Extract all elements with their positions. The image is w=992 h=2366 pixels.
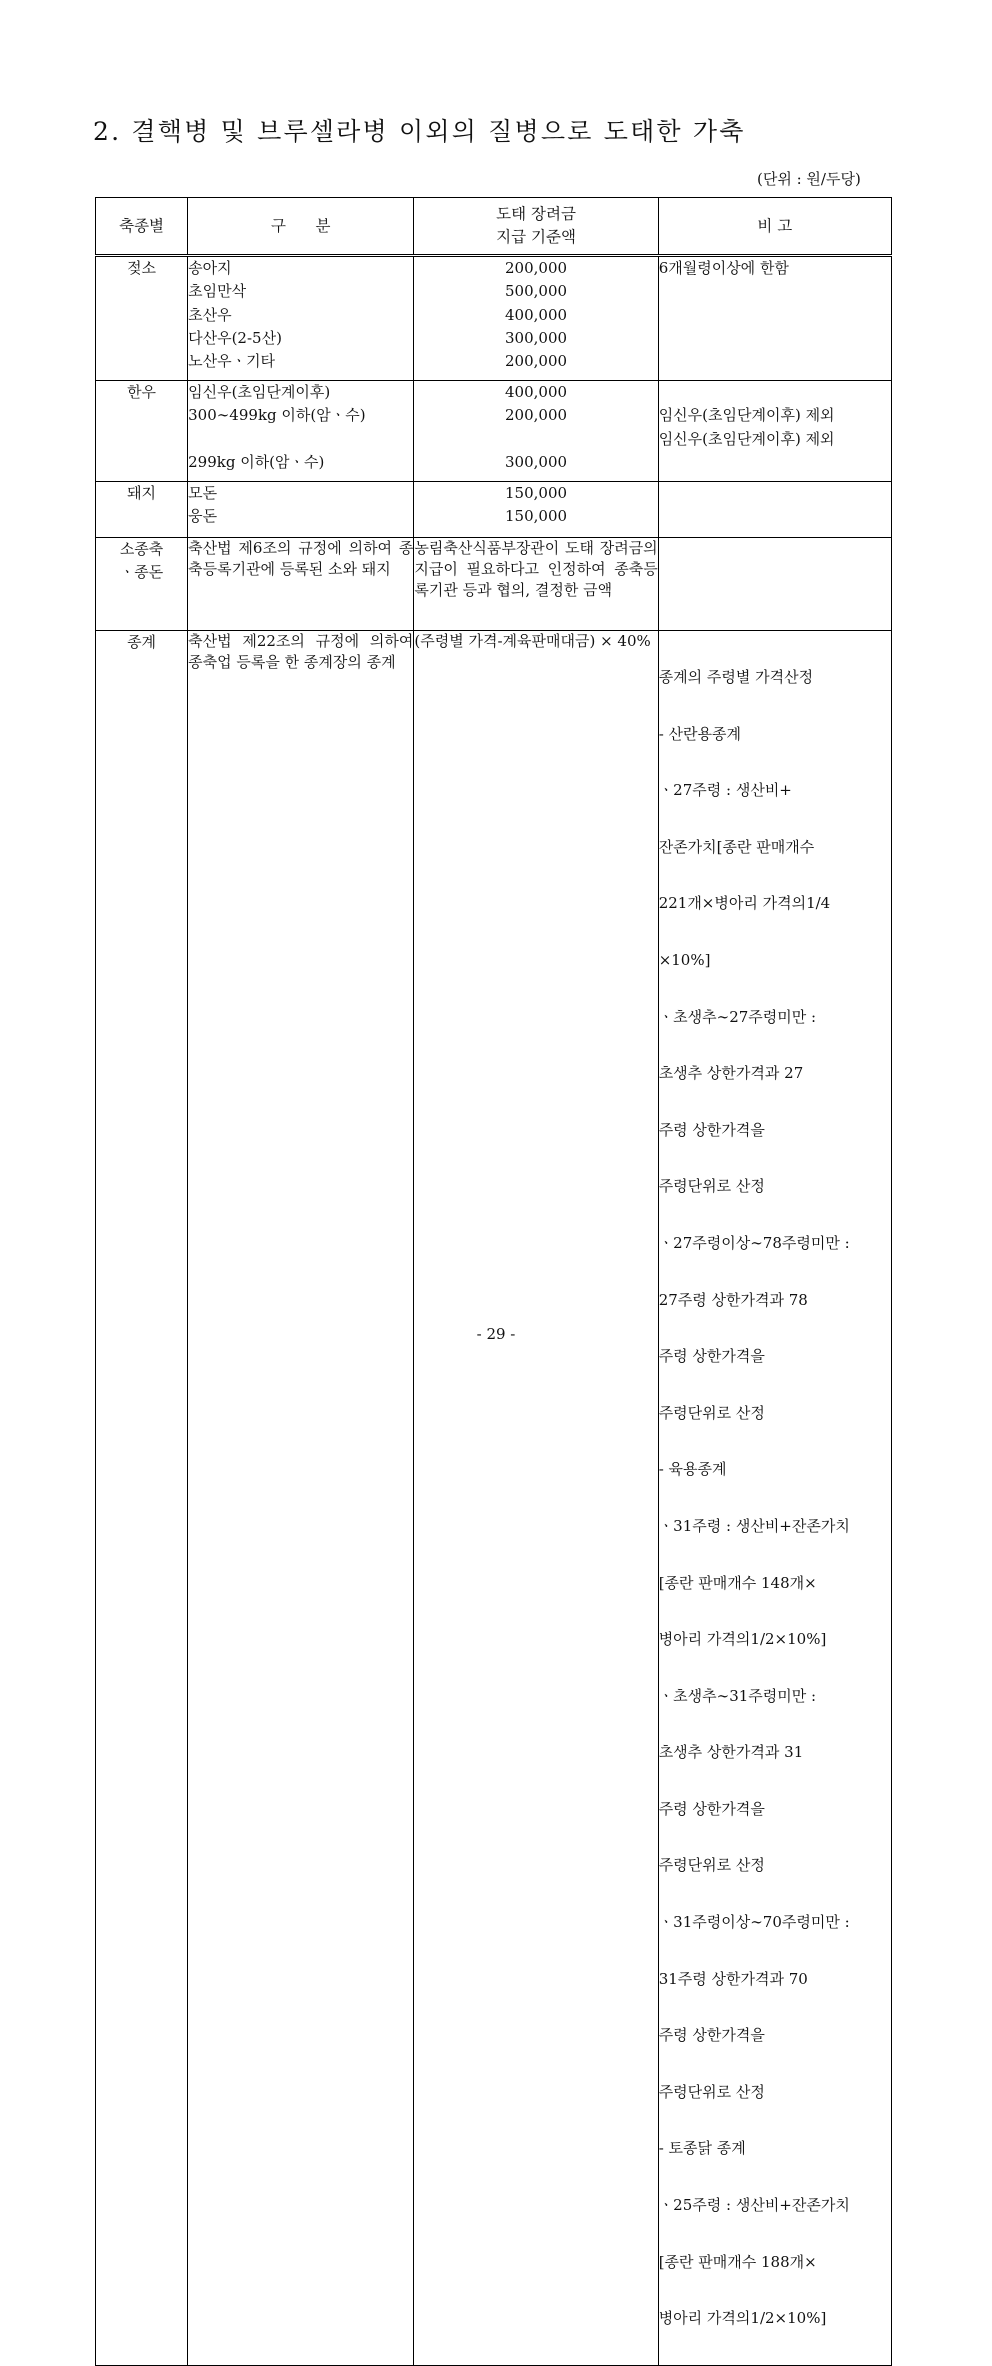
kind-line: ㆍ종돈 xyxy=(119,563,164,581)
table-row xyxy=(96,631,892,2366)
remarks-cell xyxy=(658,631,891,2366)
remark-line: 잔존가치[종란 판매개수 xyxy=(658,837,815,856)
remarks-cell xyxy=(658,381,891,482)
remark-line: 27주령 상한가격과 78 xyxy=(658,1290,808,1309)
page-title: 2. 결핵병 및 브루셀라병 이외의 질병으로 도태한 가축 xyxy=(93,117,746,146)
remark-line: ㆍ25주령 : 생산비+잔존가치 xyxy=(658,2196,850,2215)
remark-line: 종계의 주령별 가격산정 xyxy=(658,668,814,686)
remark-text: 임신우(초임단계이후) 제외 xyxy=(658,406,835,425)
list-item: 송아지 xyxy=(188,259,232,277)
amount-cell xyxy=(414,256,658,381)
list-item: 다산우(2-5산) xyxy=(188,328,282,347)
remark-line: [종란 판매개수 148개× xyxy=(658,1573,817,1592)
remark-line: 주령 상한가격을 xyxy=(658,2026,765,2045)
list-item: 임신우(초임단계이후) xyxy=(188,383,331,401)
category-cell xyxy=(188,381,414,482)
remark-line: ㆍ초생추∼31주령미만 : xyxy=(658,1686,817,1705)
list-item: 초임만삭 xyxy=(188,282,247,301)
table-row xyxy=(96,256,892,381)
remark-line: ×10%] xyxy=(658,950,711,969)
kind-cell: 한우 xyxy=(96,381,188,482)
amount-value: 200,000 xyxy=(505,259,568,277)
remark-text xyxy=(659,381,891,404)
list-item: 299kg 이하(암ㆍ수) xyxy=(188,452,325,471)
list-item: 노산우ㆍ기타 xyxy=(188,352,276,371)
remark-line: 주령단위로 산정 xyxy=(658,2082,765,2101)
remark-line: 주령단위로 산정 xyxy=(658,1403,765,1422)
remarks-cell xyxy=(658,482,891,538)
subsidy-table xyxy=(95,197,892,2366)
remark-line: ㆍ31주령 : 생산비+잔존가치 xyxy=(658,1516,850,1535)
remark-line: - 토종닭 종계 xyxy=(658,2139,746,2158)
remark-line: [종란 판매개수 188개× xyxy=(658,2252,817,2271)
amount-value: 300,000 xyxy=(505,328,568,347)
remark-line: - 산란용종계 xyxy=(658,724,741,743)
remark-text: 임신우(초임단계이후) 제외 xyxy=(658,429,835,448)
page-number: - 29 - xyxy=(476,1325,516,1343)
remark-line: ㆍ27주령 : 생산비+ xyxy=(658,781,792,800)
amount-cell xyxy=(414,381,658,482)
remark-line: 221개×병아리 가격의1/4 xyxy=(658,894,831,913)
header-livestock: 축종별 xyxy=(96,198,188,256)
amount-value: 400,000 xyxy=(505,383,568,401)
amount-value: 400,000 xyxy=(505,305,568,324)
amount-value xyxy=(414,428,657,451)
list-item: 300∼499kg 이하(암ㆍ수) xyxy=(188,406,366,425)
remark-line: ㆍ31주령이상∼70주령미만 : xyxy=(658,1913,850,1932)
remark-line: ㆍ27주령이상∼78주령미만 : xyxy=(658,1233,850,1252)
remark-line: 병아리 가격의1/2×10%] xyxy=(658,2309,827,2328)
header-amount-line1: 도태 장려금 xyxy=(496,205,576,223)
category-cell xyxy=(188,482,414,538)
list-item: 초산우 xyxy=(188,305,232,324)
amount-value: 300,000 xyxy=(505,452,568,471)
header-category: 구 분 xyxy=(188,198,414,256)
table-row xyxy=(96,538,892,631)
remark-line: 초생추 상한가격과 31 xyxy=(658,1743,804,1762)
amount-value: 200,000 xyxy=(505,406,568,425)
kind-cell xyxy=(96,538,188,631)
amount-value: 150,000 xyxy=(505,484,568,502)
header-remarks: 비 고 xyxy=(658,198,891,256)
list-item: 모돈 xyxy=(188,484,218,502)
table-row xyxy=(96,381,892,482)
amount-cell: (주령별 가격-계육판매대금) × 40% xyxy=(414,631,658,2366)
kind-cell: 종계 xyxy=(96,631,188,2366)
kind-line: 소종축 xyxy=(119,540,164,558)
remark-line: 초생추 상한가격과 27 xyxy=(658,1064,804,1083)
unit-label: (단위 : 원/두당) xyxy=(757,170,861,188)
remark-line: 31주령 상한가격과 70 xyxy=(658,1969,808,1988)
remarks-cell xyxy=(658,256,891,381)
amount-value: 200,000 xyxy=(505,352,568,371)
remark-line: 주령 상한가격을 xyxy=(658,1347,765,1366)
remark-line: - 육용종계 xyxy=(658,1460,727,1479)
remark-line: 주령 상한가격을 xyxy=(658,1120,765,1139)
amount-cell: 농림축산식품부장관이 도태 장려금의 지급이 필요하다고 인정하여 종축등록기관 등과 협의, 결정한 금액 xyxy=(414,538,658,631)
remark-line: 주령단위로 산정 xyxy=(658,1177,765,1196)
remark-line: 주령단위로 산정 xyxy=(658,1856,765,1875)
remark-text: 6개월령이상에 한함 xyxy=(658,259,789,277)
category-cell: 축산법 제22조의 규정에 의하여 종축업 등록을 한 종계장의 종계 xyxy=(188,631,414,2366)
category-cell: 축산법 제6조의 규정에 의하여 종축등록기관에 등록된 소와 돼지 xyxy=(188,538,414,631)
remarks-cell xyxy=(658,538,891,631)
amount-cell xyxy=(414,482,658,538)
list-item: 웅돈 xyxy=(188,507,218,526)
table-row xyxy=(96,482,892,538)
list-item xyxy=(188,428,413,451)
header-amount xyxy=(414,198,658,256)
remark-line: 병아리 가격의1/2×10%] xyxy=(658,1630,827,1649)
amount-value: 150,000 xyxy=(505,507,568,526)
amount-value: 500,000 xyxy=(505,282,568,301)
remark-line: 주령 상한가격을 xyxy=(658,1799,765,1818)
header-amount-line2: 지급 기준액 xyxy=(496,228,576,246)
category-cell xyxy=(188,256,414,381)
remark-line: ㆍ초생추∼27주령미만 : xyxy=(658,1007,817,1026)
kind-cell: 젖소 xyxy=(96,256,188,381)
kind-cell: 돼지 xyxy=(96,482,188,538)
table-header-row xyxy=(96,198,892,256)
